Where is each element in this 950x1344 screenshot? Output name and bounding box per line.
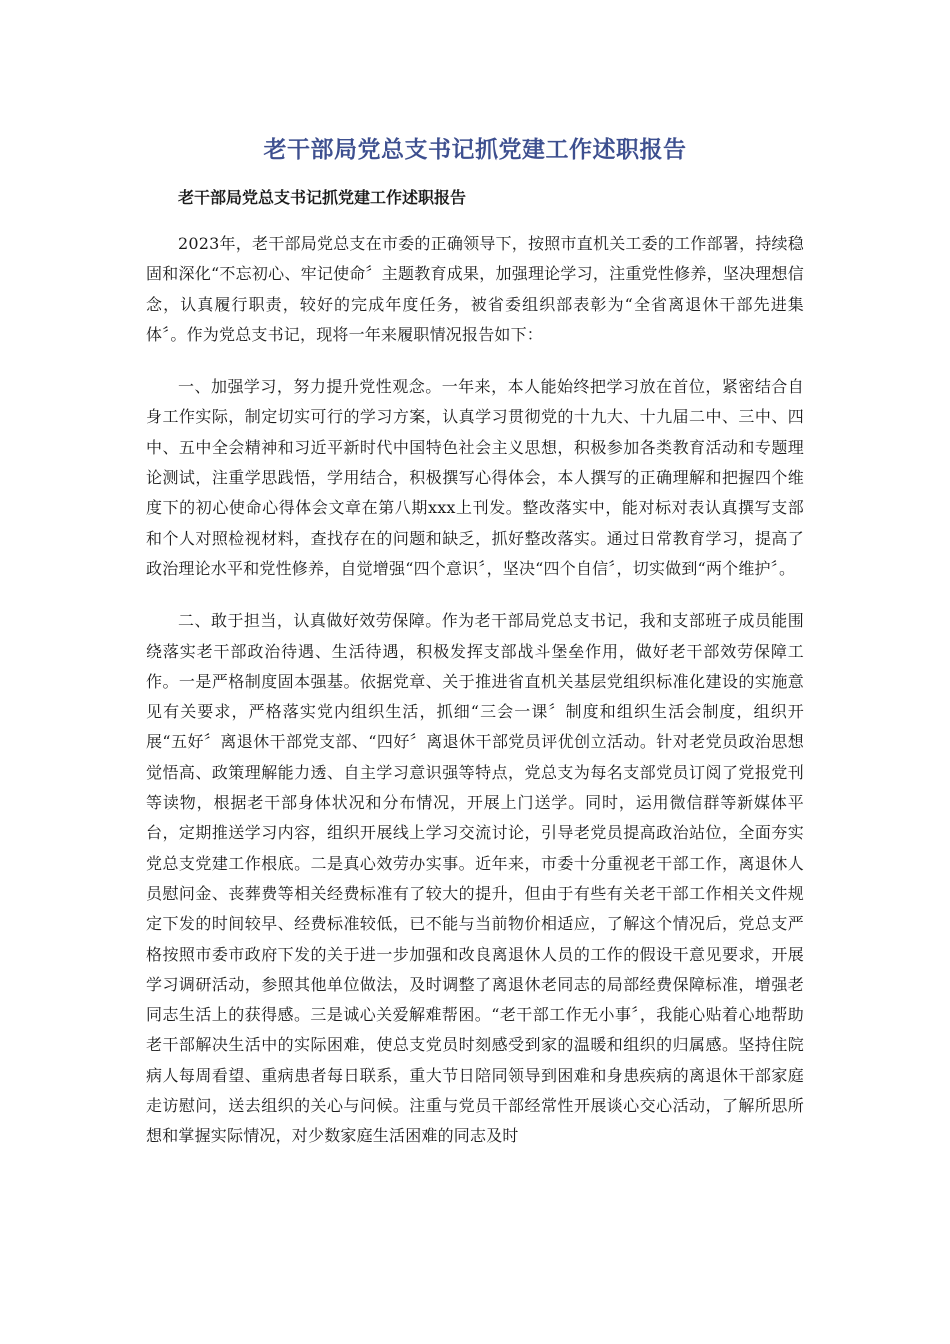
paragraph-section-1: 一、加强学习，努力提升党性观念。一年来，本人能始终把学习放在首位，紧密结合自身工作实际，制定切实可行的学习方案，认真学习贯彻党的十九大、十九届二中、三中、四中、五中全会精神和习近平新时代中国特色社会主义思想，积极参加各类教育活动和专题理论测试，注重学思践悟，学用结合，积极撰写心得体会，本人撰写的正确理解和把握四个维度下的初心使命心得体会文章在第八期xxx上刊发。整改落实中，能对标对表认真撰写支部和个人对照检视材料，查找存在的问题和缺乏，抓好整改落实。通过日常教育学习，提高了政治理论水平和党性修养，自觉增强“四个意识〞，坚决“四个自信〞，切实做到“两个维护〞。 bbox=[146, 377, 804, 578]
paragraph-section-2: 二、敢于担当，认真做好效劳保障。作为老干部局党总支书记，我和支部班子成员能围绕落实老干部政治待遇、生活待遇，积极发挥支部战斗堡垒作用，做好老干部效劳保障工作。一是严格制度固本强基。依据党章、关于推进省直机关基层党组织标准化建设的实施意见有关要求，严格落实党内组织生活，抓细“三会一课〞制度和组织生活会制度，组织开展“五好〞离退休干部党支部、“四好〞离退休干部党员评优创立活动。针对老党员政治思想觉悟高、政策理解能力透、自主学习意识强等特点，党总支为每名支部党员订阅了党报党刊等读物，根据老干部身体状况和分布情况，开展上门送学。同时，运用微信群等新媒体平台，定期推送学习内容，组织开展线上学习交流讨论，引导老党员提高政治站位，全面夯实党总支党建工作根底。二是真心效劳办实事。近年来，市委十分重视老干部工作，离退休人员慰问金、丧葬费等相关经费标准有了较大的提升，但由于有些有关老干部工作相关文件规定下发的时间较早、经费标准较低，已不能与当前物价相适应，了解这个情况后，党总支严格按照市委市政府下发的关于进一步加强和改良离退休人员的工作的假设干意见要求，开展学习调研活动，参照其他单位做法，及时调整了离退休老同志的局部经费保障标准，增强老同志生活上的获得感。三是诚心关爱解难帮困。“老干部工作无小事〞，我能心贴着心地帮助老干部解决生活中的实际困难，使总支党员时刻感受到家的温暖和组织的归属感。坚持住院病人每周看望、重病患者每日联系，重大节日陪同领导到困难和身患疾病的离退休干部家庭走访慰问，送去组织的关心与问候。注重与党员干部经常性开展谈心交心活动，了解所思所想和掌握实际情况，对少数家庭生活困难的同志及时 bbox=[146, 611, 804, 1146]
paragraph-intro: 2023年，老干部局党总支在市委的正确领导下，按照市直机关工委的工作部署，持续稳固和深化“不忘初心、牢记使命〞主题教育成果，加强理论学习，注重党性修养，坚决理想信念，认真履行职责，较好的完成年度任务，被省委组织部表彰为“全省离退休干部先进集体〞。作为党总支书记，现将一年来履职情况报告如下： bbox=[146, 234, 804, 344]
document-subtitle: 老干部局党总支书记抓党建工作述职报告 bbox=[178, 188, 467, 207]
document-body bbox=[146, 229, 804, 1174]
document-title: 老干部局党总支书记抓党建工作述职报告 bbox=[263, 137, 687, 163]
